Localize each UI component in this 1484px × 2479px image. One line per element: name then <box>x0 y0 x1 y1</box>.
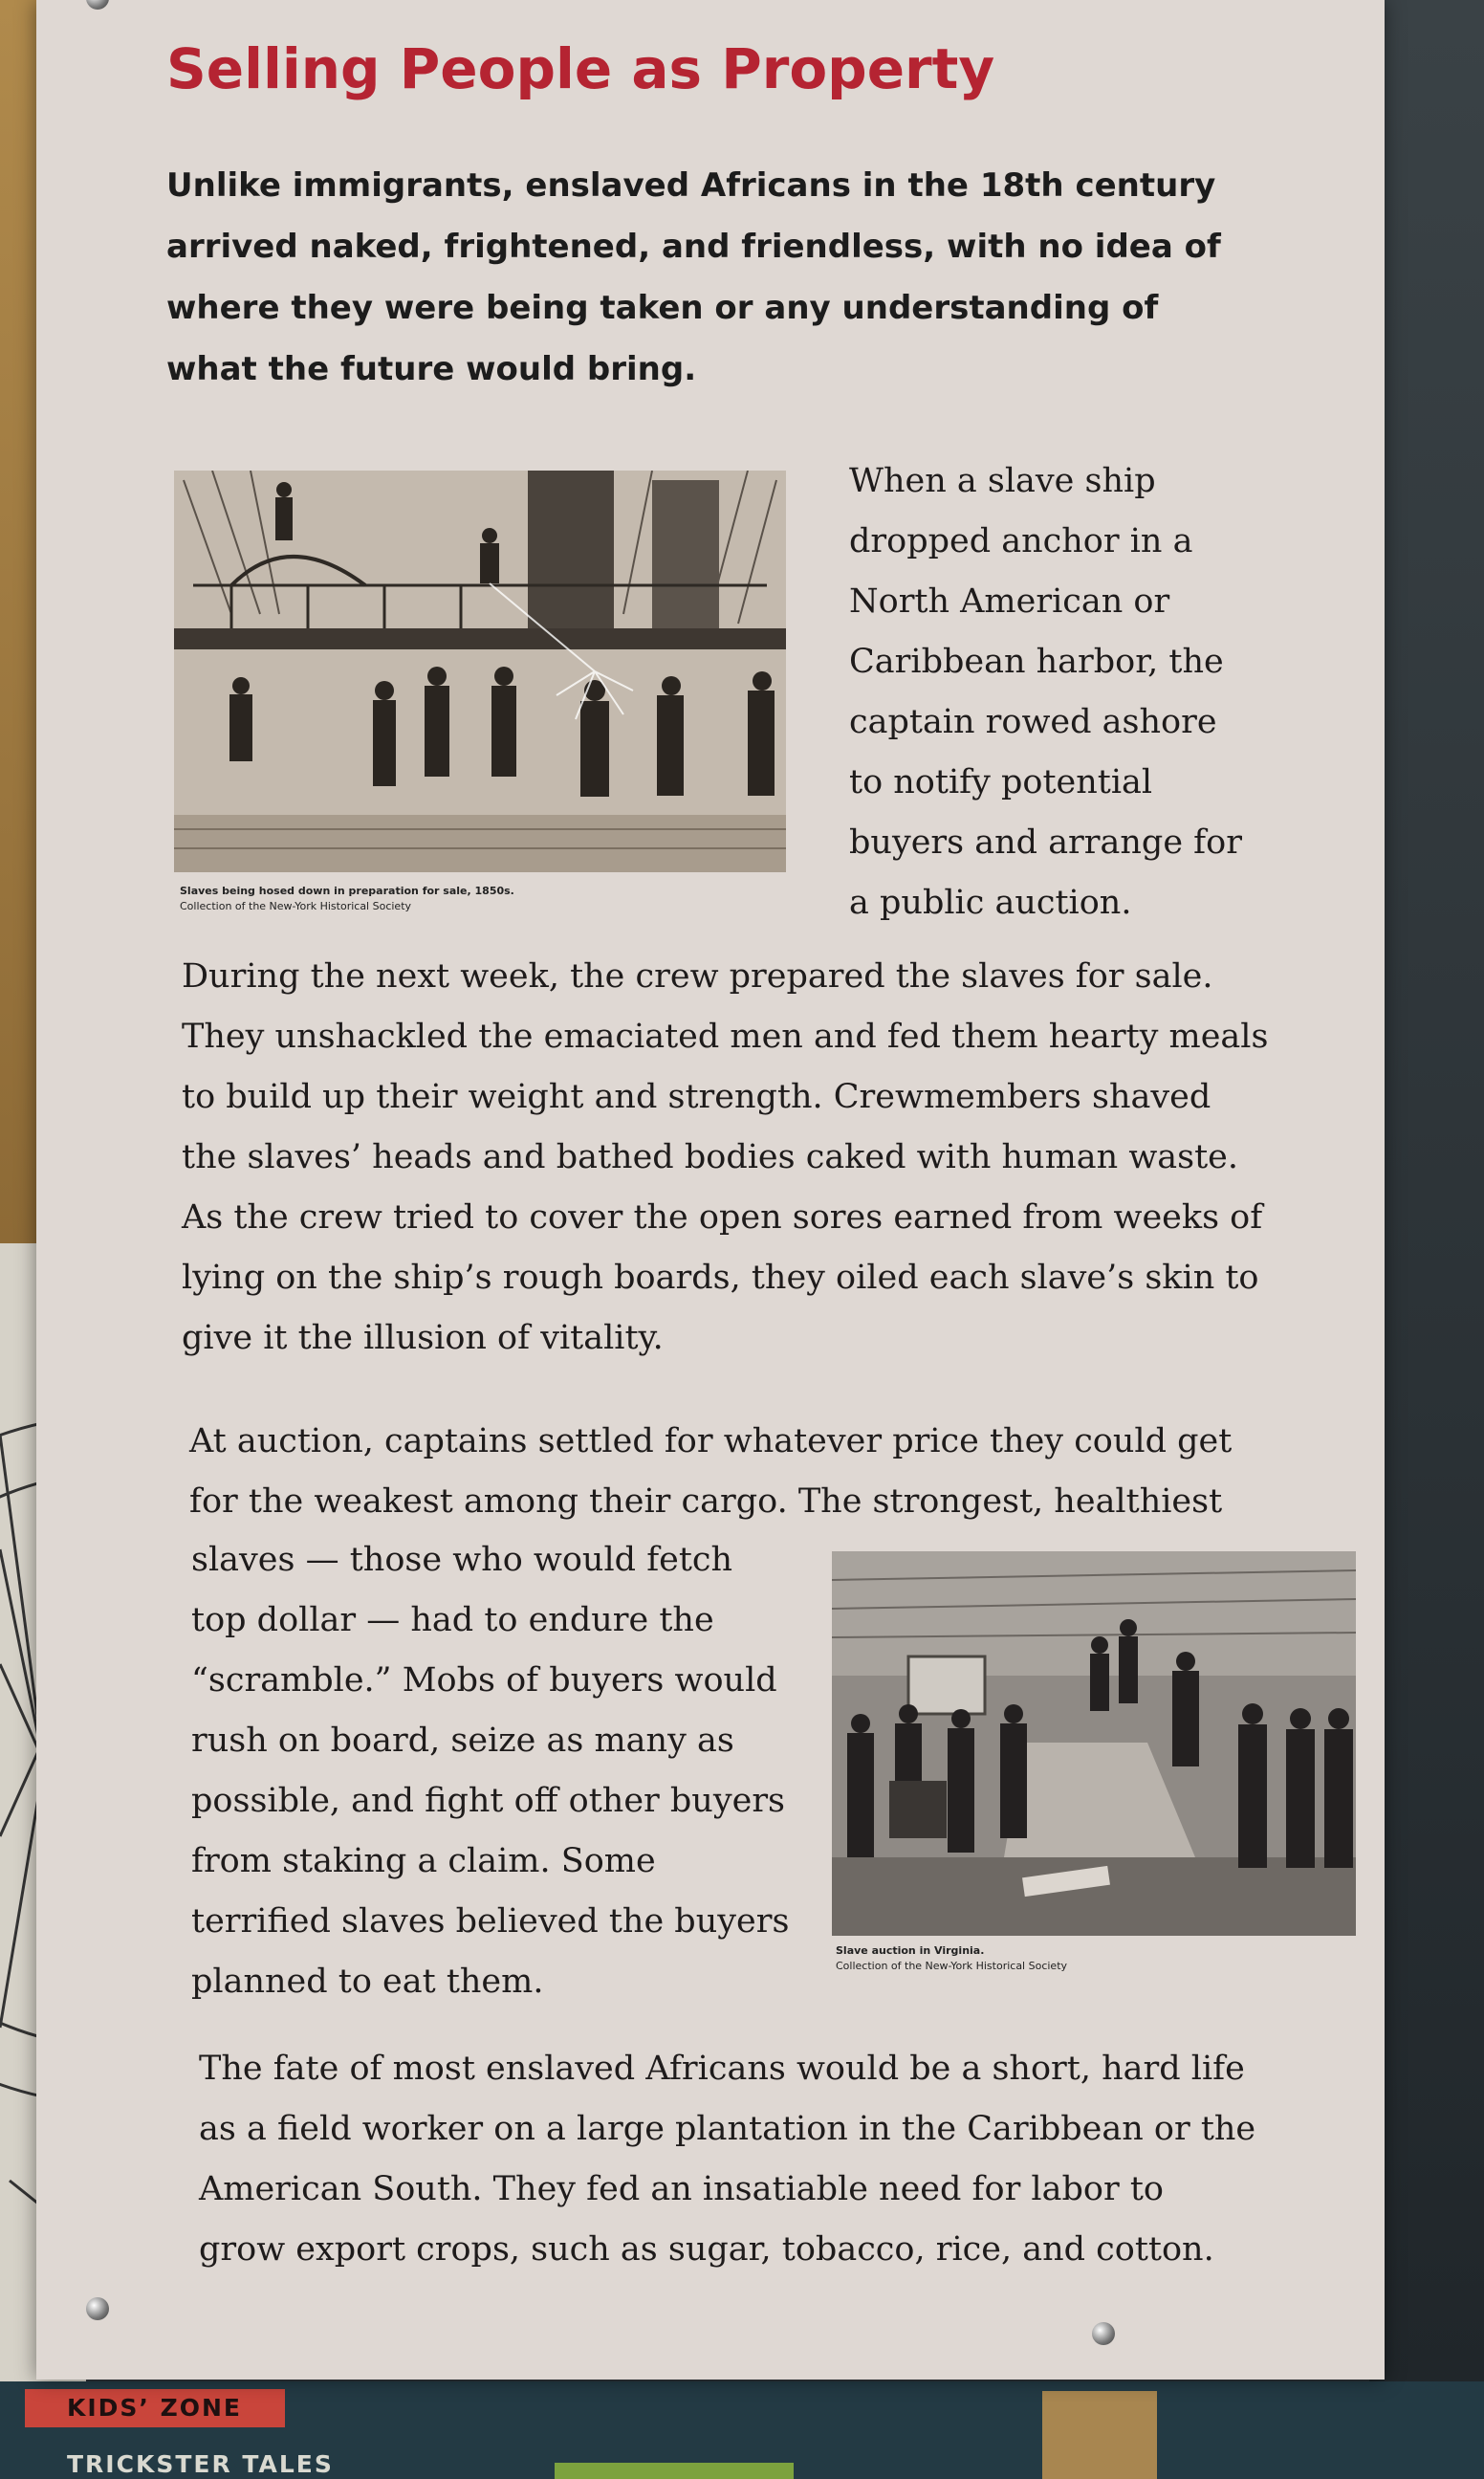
signage-green-bar <box>555 2463 794 2479</box>
trickster-tales-label: TRICKSTER TALES <box>67 2450 334 2478</box>
rivet-icon <box>86 0 109 10</box>
exhibit-panel <box>36 0 1385 2380</box>
image1-caption <box>180 884 792 914</box>
engraving-slave-auction <box>832 1551 1356 1936</box>
engraving-hosing-down <box>174 471 786 872</box>
image2-caption <box>836 1943 1360 1974</box>
rivet-icon <box>86 2297 109 2320</box>
wall-right <box>1369 0 1484 2479</box>
image1-caption-credit: Collection of the New-York Historical Society <box>180 900 412 912</box>
signage-block <box>1042 2391 1157 2479</box>
panel-title: Selling People as Property <box>166 36 995 101</box>
image1-caption-title: Slaves being hosed down in preparation for sale, 1850s. <box>180 885 514 897</box>
image2-caption-title: Slave auction in Virginia. <box>836 1944 985 1957</box>
kids-zone-tag: KIDS’ ZONE <box>25 2389 285 2427</box>
paragraph-plantation-fate: The fate of most enslaved Africans would be a short, hard life as a field worker on a large plantation in the Caribbean or the American South. They fed an insatiable need for labor to grow export crops, such as sugar, tobacco, rice, and cotton. <box>199 2050 1256 2269</box>
paragraph-scramble: slaves — those who would fetch top dollar — had to endure the “scramble.” Mobs of buyers would rush on board, seize as many as possible, and fight off other buyers from staking a claim. Some terrified slaves believed the buyers planned to eat them. <box>191 1541 790 2001</box>
rivet-icon <box>1092 2322 1115 2345</box>
image2-caption-credit: Collection of the New-York Historical Society <box>836 1960 1068 1972</box>
paragraph-auction-intro: At auction, captains settled for whatever price they could get for the weakest among their cargo. The strongest, healthiest <box>189 1422 1233 1521</box>
panel-intro: Unlike immigrants, enslaved Africans in the 18th century arrived naked, frightened, and friendless, with no idea of where they were being taken or any understanding of what the future would bring. <box>166 166 1221 388</box>
paragraph-ship-arrival: When a slave ship dropped anchor in a North American or Caribbean harbor, the captain rowed ashore to notify potential buyers and arrange for a public auction. <box>849 462 1242 922</box>
paragraph-crew-preparation: During the next week, the crew prepared the slaves for sale. They unshackled the emaciated men and fed them hearty meals to build up their weight and strength. Crewmembers shaved the slaves’ heads and bathed bodies caked with human waste. As the crew tried to cover the open sores earned from weeks of lying on the ship’s rough boards, they oiled each slave’s skin to give it the illusion of vitality. <box>182 957 1269 1357</box>
